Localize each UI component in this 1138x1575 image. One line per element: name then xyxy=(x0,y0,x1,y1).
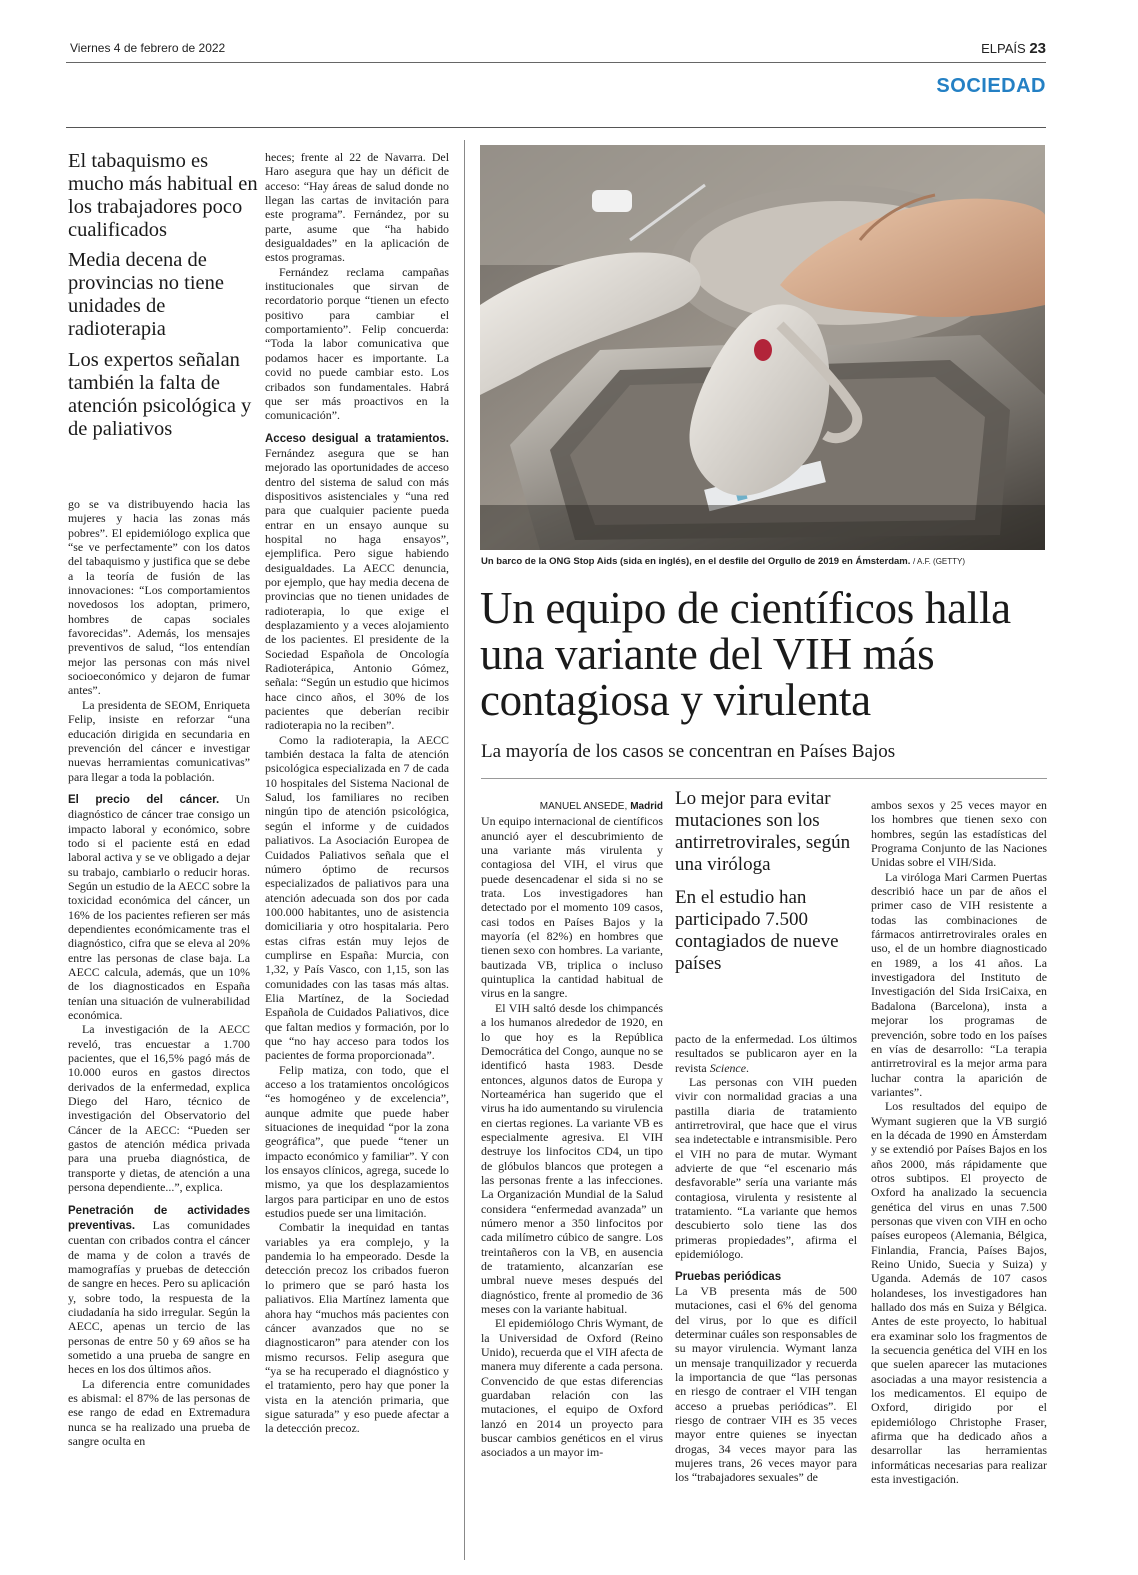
journal-name: Science xyxy=(709,1060,746,1075)
article-column-3 xyxy=(481,798,663,1460)
subheading: Penetración de actividades preventivas. xyxy=(68,1204,250,1232)
paragraph: heces; frente al 22 de Navarra. Del Haro asegura que hay un déficit de acceso: “Hay áreas de salud donde no llegan las cartas de invitación para este programa”. Fernández, por su parte, asume que “ha habido desigualdades” en la aplicación de estos programas. xyxy=(265,150,449,265)
paragraph: La VB presenta más de 500 mutaciones, casi el 6% del genoma del virus, por lo que es difícil determinar cuáles son responsables de su mayor virulencia. Wymant lanza un mensaje tranquilizador y recuerda la importancia de que “las personas en riesgo de contraer el VIH tengan acceso a pruebas periódicas”. El riesgo de contraer VIH es 35 veces mayor entre quienes se inyectan drogas, 34 veces mayor para las mujeres trans, 26 veces mayor para los “trabajadores sexuales” de xyxy=(675,1283,857,1485)
byline xyxy=(481,798,663,814)
paragraph: La viróloga Mari Carmen Puertas describió hace un par de años el primer caso de VIH resistente a todas las combinaciones de fármacos antirretrovirales orales en uso, el de un hombre diagnosticado en 1989, a los 41 años. La investigadora del Instituto de Investigación del Sida IrsiCaixa, en Badalona (Barcelona), insta a mejorar los programas de prevención, sobre todo en los países en vías de desarrollo: “La terapia antirretroviral es la mejor arma para luchar contra la aparición de variantes”. xyxy=(871,869,1047,1099)
paragraph: Un equipo internacional de científicos anunció ayer el descubrimiento de una variante más virulenta y contagiosa del VIH, el virus que puede desencadenar el sida si no se trata. Los investigadores han detectado por el momento 109 casos, casi todos en Países Bajos y la mayoría (el 82%) en hombres que tienen sexo con hombres. La variante, bautizada VB, triplica o incluso quintuplica la cantidad habitual de virus en la sangre. xyxy=(481,814,663,1001)
photo-illustration xyxy=(480,145,1045,550)
pull-quote: Lo mejor para evitar mutaciones son los antirretrovirales, según una viróloga xyxy=(675,788,851,875)
subheadline: La mayoría de los casos se concentran en Países Bajos xyxy=(481,741,896,762)
headline: Un equipo de científicos halla una variante del VIH más contagiosa y virulenta xyxy=(480,583,1011,725)
issue-date: Viernes 4 de febrero de 2022 xyxy=(70,41,226,55)
paragraph-text: . xyxy=(746,1060,749,1075)
paragraph: Los resultados del equipo de Wymant sugieren que la VB surgió en la década de 1990 en Ámsterdam y se extendió por Países Bajos en los años 2000, más rápidamente que otros subtipos. El proyecto de Oxford ha analizado la secuencia genética del virus en unas 7.500 personas que viven con VIH en ocho países europeos (Alemania, Bélgica, Finlandia, Francia, Países Bajos, Reino Unido, Suecia y Suiza) y Uganda. Además de 107 casos holandeses, los investigadores han hallado dos más en Suiza y Bélgica. Antes de este proyecto, lo habitual era examinar solo los fragmentos de la secuencia genética del VIH en los que suelen aparecer las mutaciones asociadas a una mayor resistencia a los medicamentos. El equipo de Oxford, dirigido por el epidemiólogo Christophe Fraser, afirma que ha dedicado años a desarrollar las herramientas informáticas necesarias para realizar esta investigación. xyxy=(871,1099,1047,1487)
paragraph-text: Fernández asegura que se han mejorado las oportunidades de acceso dentro del sistema de salud con más dispositivos asistenciales y “una red para que cualquier paciente pueda entrar en un ensayo aunque su hospital no haga ensayos”, ejemplifica. Pero sigue habiendo desigualdades. La AECC denuncia, por ejemplo, que hay media decena de provincias que no tienen unidades de radioterapia, lo que exige el desplazamiento y a veces alojamiento de los pacientes. El presidente de la Sociedad Española de Oncología Radioterápica, Antonio Gómez, señala: “Según un estudio que hicimos hace cinco años, el 30% de los pacientes que deberían recibir radioterapia no la reciben”. xyxy=(265,445,449,733)
paragraph-text: pacto de la enfermedad. Los últimos resultados se publicaron ayer en la revista xyxy=(675,1032,857,1075)
byline-author: MANUEL ANSEDE, xyxy=(539,801,628,812)
subheading: Acceso desigual a tratamientos. xyxy=(265,432,449,445)
photo-credit: / A.F. (GETTY) xyxy=(913,557,966,566)
section-title: SOCIEDAD xyxy=(936,75,1046,97)
paragraph: go se va distribuyendo hacia las mujeres y hacia las zonas más pobres”. El epidemiólogo explica que “se ve perfectamente” con los datos del tabaquismo y justifica que se debe a la teoría de fusión de las innovaciones: “Los comportamientos novedosos los adoptan, primero, hombres de capas sociales favorecidas”. Además, los mensajes preventivos de salud, “los entendían mejor las personas con más nivel socioeconómico y dejaron de fumar antes”. xyxy=(68,497,250,698)
caption-text: Un barco de la ONG Stop Aids (sida en inglés), en el desfile del Orgullo de 2019 en Ámsterdam. xyxy=(481,556,911,567)
pull-quote: El tabaquismo es mucho más habitual en los trabajadores poco cualificados xyxy=(68,150,258,241)
photo-caption xyxy=(481,556,1047,567)
paragraph xyxy=(68,1203,250,1377)
paragraph: El epidemiólogo Chris Wymant, de la Universidad de Oxford (Reino Unido), recuerda que el VIH afecta de manera muy diferente a cada persona. Convencido de que estas diferencias guardaban relación con las mutaciones, el equipo de Oxford lanzó en 2014 un proyecto para buscar cambios genéticos en el virus asociados a un mayor im- xyxy=(481,1316,663,1460)
subhead-rule xyxy=(481,778,1047,779)
paragraph: ambos sexos y 25 veces mayor en los hombres que tienen sexo con hombres, según las estadísticas del Programa Conjunto de las Naciones Unidas sobre el VIH/Sida. xyxy=(871,798,1047,870)
paragraph: La investigación de la AECC reveló, tras encuestar a 1.700 pacientes, que el 16,5% pagó más de 10.000 euros en gastos directos derivados de la enfermedad, explica Diego del Haro, técnico de investigación del Observatorio del Cáncer de la AECC: “Pueden ser gastos de atención médica privada para una prueba diagnóstica, de transporte y dietas, de atención a una persona dependiente...”, explica. xyxy=(68,1022,250,1195)
column-divider xyxy=(464,140,465,1560)
paragraph xyxy=(68,792,250,1023)
paragraph: Felip matiza, con todo, que el acceso a los tratamientos oncológicos “es homogéneo y de excelencia”, aunque admite que puede haber situaciones de inequidad “por la zona geográfica”, que puede “tener un impacto económico y familiar”. Y con los ensayos clínicos, agrega, sucede lo mismo, ya que los desplazamientos largos para participar en uno de estos estudios puede ser una limitación. xyxy=(265,1062,449,1221)
article-column-2 xyxy=(265,150,449,1436)
header-rule-bottom xyxy=(66,127,1046,128)
paragraph xyxy=(675,1032,857,1075)
subheading: Pruebas periódicas xyxy=(675,1270,782,1283)
paper-name: ELPAÍS xyxy=(981,41,1026,56)
paragraph-text: Las comunidades cuentan con cribados contra el cáncer de mama y de colon a través de mamografías y pruebas de detección de sangre en heces. Pero su aplicación y, sobre todo, la respuesta de la ciudadanía ha sido irregular. Según la AECC, apenas un tercio de las personas de entre 50 y 69 años se ha sometido a una prueba de sangre en heces en los dos últimos años. xyxy=(68,1217,250,1377)
paragraph: Fernández reclama campañas institucionales que sirvan de recordatorio porque “tienen un efecto positivo para cambiar el comportamiento”. Felip concuerda: “Toda la labor comunicativa que podamos hacer es importante. La covid no puede cambiar esto. Los cribados son fundamentales. Habrá que ser más proactivos en la comunicación”. xyxy=(265,264,449,423)
byline-place: Madrid xyxy=(630,801,663,812)
pull-quote: Los expertos señalan también la falta de atención psicológica y de paliativos xyxy=(68,349,252,440)
paragraph: El VIH saltó desde los chimpancés a los humanos alrededor de 1920, en lo que hoy es la República Democrática del Congo, aunque no se identificó hasta 1983. Desde entonces, algunos datos de Europa y Norteamérica han sugerido que el virus ha ido aumentando su virulencia en ciertas regiones. La variante VB es especialmente agresiva. El VIH destruye los linfocitos CD4, un tipo de glóbulos blancos que protegen a las personas frente a las infecciones. La Organización Mundial de la Salud considera “enfermedad avanzada” un número menor a 350 linfocitos por cada milímetro cúbico de sangre. Los treintañeros con la VB, en ausencia de tratamiento, alcanzarían ese umbral nueve meses después del diagnóstico, frente al promedio de 36 meses con la variante habitual. xyxy=(481,1000,663,1317)
masthead-page xyxy=(981,40,1046,57)
paragraph: La presidenta de SEOM, Enriqueta Felip, insiste en reforzar “una educación dirigida en secundaria en prevención del cáncer e investigar nuevas herramientas comunicativas” para llegar a toda la población. xyxy=(68,697,250,784)
article-column-4 xyxy=(675,1032,857,1485)
paragraph: La diferencia entre comunidades es abismal: el 87% de las personas de ese rango de edad en Extremadura nunca se ha realizado una prueba de sangre oculta en xyxy=(68,1376,250,1448)
article-photo xyxy=(480,145,1045,550)
article-column-1 xyxy=(68,497,250,1448)
page-number: 23 xyxy=(1029,40,1046,57)
pull-quote: En el estudio han participado 7.500 contagiados de nueve países xyxy=(675,887,839,974)
paragraph: Las personas con VIH pueden vivir con normalidad gracias a una pastilla diaria de tratamiento antirretroviral, que hace que el virus sea indetectable e intransmisible. Pero el VIH no para de mutar. Wymant advierte de que “el escenario más desfavorable” sería una variante más contagiosa, virulenta y resistente al tratamiento. “La variante que hemos descubierto solo tiene las dos primeras propiedades”, afirma el epidemiólogo. xyxy=(675,1075,857,1262)
subheading: El precio del cáncer. xyxy=(68,793,220,806)
paragraph-text: Un diagnóstico de cáncer trae consigo un impacto laboral y económico, sobre todo si el paciente está en edad laboral activa y se ve obligado a dejar su trabajo, cambiarlo o reducir horas. Según un estudio de la AECC sobre la toxicidad económica del cáncer, un 16% de los pacientes refieren ser más dependientes económicamente tras el diagnóstico, cifra que se eleva al 20% entre las personas de clase baja. La AECC calcula, además, que un 10% de los diagnosticados en España tenían una situación de vulnerabilidad económica. xyxy=(68,791,250,1023)
pull-quote: Media decena de provincias no tiene unidades de radioterapia xyxy=(68,249,224,340)
article-column-5 xyxy=(871,798,1047,1487)
paragraph xyxy=(265,431,449,733)
header-rule xyxy=(66,62,1046,63)
paragraph: Como la radioterapia, la AECC también destaca la falta de atención psicológica especializada en 7 de cada 10 hospitales del Sistema Nacional de Salud, los familiares no reciben ningún tipo de atención psicológica, según el informe y de cuidados paliativos. La Asociación Europea de Cuidados Paliativos señala que el número óptimo de recursos especializados de paliativos para una atención adecuada son dos por cada 100.000 habitantes, uno de asistencia domiciliaria y otro hospitalaria. Pero estas cifras están muy lejos de cumplirse en España: Murcia, con 1,32, y País Vasco, con 1,15, son las comunidades con las tasas más altas. Elia Martínez, de la Sociedad Española de Cuidados Paliativos, dice que faltan medios y formación, por lo que “no hay acceso para todos los pacientes de forma proporcionada”. xyxy=(265,732,449,1063)
paragraph: Combatir la inequidad en tantas variables ya era complejo, y la pandemia lo ha empeorado. Desde la detección precoz los cribados fueron lo primero que se paró hasta los paliativos. Elia Martínez lamenta que ahora hay “muchos más pacientes con cáncer avanzados que no se diagnosticaron” para atender con los mismo recursos. Felip asegura que “ya se ha recuperado el diagnóstico y el tratamiento, pero hay que poner la vista en la atención primaria, que sigue saturada” y eso puede afectar a la detección precoz. xyxy=(265,1220,449,1436)
